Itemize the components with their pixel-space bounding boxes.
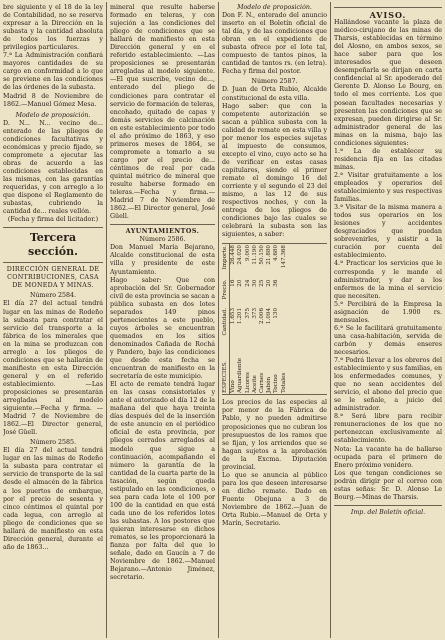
table-header: ESPECIES.	[222, 346, 230, 394]
notice-text: El día 27 del actual tendrá lugar en las minas de Rodeño la subasta para contratar el servicio del transporte a la fábrica de los minerales que en la mina se produzcan con arreglo a los pliegos de condiciones que se hallarán de manifiesto en esta Dirección general y en el referido establecimiento. —Las proposiciones se presentarán arregladas al modelo siguiente.—Fecha y firma. —Madrid 7 de Noviembre de 1862.—El Director general, José Güell.	[3, 300, 103, 437]
ayunt-text-2: Hago saber: Que con aprobación del Sr. Gobernador civil de esta provincia se sacan a pública subasta en dos lotes separados 149 pinos pertenecientes a este pueblo, cuyos árboles se encuentran quemados en los sitios denominados Cañada de Rochá y Pandero, bajo las condiciones que desde esta fecha se encuentran de manifiesto en la secretaría de este municipio.	[110, 276, 215, 381]
table-row	[259, 244, 266, 394]
date-line: Madrid 8 de Noviembre de 1862.—Manuel Gómez Mesa.	[3, 92, 103, 108]
table-cell: 21.880	[266, 245, 273, 265]
table-row	[237, 244, 244, 394]
aviso-closing: Los que tengan condiciones se podrán dirigir por el correo con estas señas: Sr. D. Alonso Le Bourg.—Minas de Tharsis.	[334, 469, 442, 501]
table-cell: 26.448	[230, 245, 237, 265]
aviso-item: 6.ª Se le facilitará gratuitamente una casa-habitación, servida de carbón y demás enseres necesarios.	[334, 324, 442, 356]
aviso-item: 5.ª Percibirá de la Empresa la asignación de 1.900 rs. mensuales.	[334, 300, 442, 324]
table-cell: 24.020	[237, 245, 244, 265]
table-header: Cantidad.	[222, 307, 230, 346]
table-cell: Carnes	[259, 373, 266, 394]
column-rule	[106, 2, 107, 638]
table-cell: 25	[259, 279, 266, 288]
divider	[3, 262, 103, 263]
notice-number: Número 2587.	[251, 78, 298, 86]
signature-line: (Fecha y firma del licitador.)	[7, 216, 99, 224]
table-cell: 20	[266, 279, 273, 288]
table-cell: 375	[244, 308, 251, 320]
table-cell: 50.150	[259, 245, 266, 265]
table-cell: 20	[237, 279, 244, 288]
divider	[334, 505, 442, 506]
column-3	[222, 4, 327, 634]
model-text: D. N... N... vecino de... enterado de las pliegos de condiciones facultativas y económicas y precio fijado, se compromete a ejecutar las obras de acuerdo a las condiciones establecidas en las mismas, con las garantías requeridas, y con arreglo a lo que dispone el Reglamento de subastas, cubriendo la cantidad de... reales vellón.	[3, 119, 103, 216]
table-cell: Jabón	[266, 377, 273, 394]
aviso-item: 4.ª Practicar los servicios que le corresponda y le mande el administrador, y dar a los enfermos de la mina el servicio que necesiten.	[334, 260, 442, 300]
table-cell: 30	[251, 279, 258, 288]
aviso-item: 8.ª Será libre para recibir remuneraciones de los que no pertenezcan exclusivamente al establecimiento.	[334, 413, 442, 445]
table-cell: 9.000	[244, 245, 251, 262]
table-cell: Aceite	[251, 375, 258, 394]
species-table	[222, 244, 327, 394]
table-cell: 4.680	[273, 245, 280, 262]
model-heading: Modelo de proposición.	[15, 111, 91, 119]
section-title: Tercera sección.	[28, 231, 78, 259]
top-text: mineral que resulte haberse formado en teleras, y con sujeción a las condiciones del pliego de condiciones que se hallará de manifiesto en esta Dirección general y en el referido establecimiento. —Las proposiciones se presentarán arregladas al modelo siguiente. —El que suscribe, vecino de..., enterado del pliego de condiciones para contratar el servicio de formación de teleras, encohado, quitado de capas y demás servicios de calcinación en este establecimiento por todo el año próximo de 1863, y eso primeros meses de 1864, se compromete a tomarlo a su cargo por el precio de... céntimos de real por cada quintal métrico de mineral que resulte haberse formado en teleras.—Fecha y firma.—Madrid 7 de Noviembre de 1862.—El Director general, José Güell.	[110, 4, 215, 221]
column-2	[110, 4, 215, 634]
table-cell: 36	[273, 279, 280, 288]
aviso-item: 1.ª La de establecer su residencia fija en las citadas minas.	[334, 147, 442, 171]
column-rule	[330, 2, 331, 638]
column-1	[3, 4, 103, 634]
department-heading: DIRECCIÓN GENERAL DE CONTRIBUCIONES, CASA DE MONEDA Y MINAS.	[6, 266, 100, 290]
table-cell: 130	[273, 308, 280, 320]
column-rule	[218, 2, 219, 638]
divider	[3, 227, 103, 228]
table-cell	[281, 279, 288, 307]
bottom-text: Los precios de las especies al por menor de la Fábrica de Pablo, y no pueden admitirse proposiciones que no cubran los presupuestos de los ramos que se fijan, y los arriendos que se hagan sujetos a la aprobación de la Excma. Diputación provincial.	[222, 399, 327, 471]
table-cell: 11.190	[251, 245, 258, 265]
table-row	[230, 244, 238, 394]
table-cell: 24	[244, 279, 251, 288]
table-cell: 2.006	[259, 308, 266, 325]
table-cell: 147.368	[280, 245, 287, 269]
notice-number-2: Número 2585.	[29, 439, 77, 447]
table-row	[273, 244, 280, 394]
aviso-title: AVISO.	[369, 10, 407, 20]
table-cell: Aguardiente	[237, 358, 244, 394]
table-cell: Vino	[230, 380, 237, 394]
table-cell: 16	[230, 279, 237, 288]
ayunt-text: Don Manuel María Bejarano, Alcalde constitucional de esta villa y presidente de este Ayuntamiento.	[110, 244, 215, 276]
intro-text: bre siguiente y el 18 de la ley de Contabilidad, no se reserva expresar a la Dirección en la subasta y la cantidad absoluta de todos los fuerzas y privilegios particulares.	[3, 4, 103, 52]
notice-text-2: El día 27 del actual tendrá lugar en las minas de Rodeño la subasta para contratar el servicio de transporte de la sal desde el almacén de la fábrica a los puertos de embarque, por el precio de sesenta y cinco céntimos el quintal por cada legua, con arreglo al pliego de condiciones que se hallará de manifiesto en esta Dirección general, durante el año de 1863...	[3, 447, 103, 551]
aviso-item: 3.ª Visitar de la misma manera a todos sus operarios en los lesiones y accidentes desgraciados que puedan sobrevenirles, y asistir a la curación por cuenta del establecimiento.	[334, 204, 442, 260]
table-cell: 1.653	[230, 308, 237, 325]
footer-imprint: Imp. del Boletín oficial.	[350, 508, 426, 516]
table-header: Importe.	[222, 244, 230, 279]
aviso-item: 2.ª Visitar gratuitamente a los empleados y operarios del establecimiento y sus respectivas familias.	[334, 171, 442, 204]
table-cell: 373	[251, 308, 258, 320]
table-cell: Tocino	[273, 374, 280, 394]
table-total-row	[281, 244, 288, 394]
table-header-row	[222, 244, 230, 394]
table-cell: Totales	[280, 373, 287, 394]
table-row	[245, 244, 252, 394]
intro-text-2: 7.ª La Administración confiará mayores cantidades de su cargo en conformidad a lo que se previene en las condiciones de las órdenes de la subasta.	[3, 52, 103, 92]
notice-text-2: Hago saber: que con la competente autorización se sacan a pública subasta con la calidad de remate en esta villa y por menor los especies sujetas al impuesto de consumos, excepto el vino, cuyo acto se ha de verificar en estas casas capitulares, siendo el primer remate el domingo 16 del corriente y el segundo el 23 del mismo, a las 12 de sus respectivos noches, y con la entrega de los pliegos de condiciones bajo las cuales se celebrará la subasta son las siguientes, a saber:	[222, 102, 327, 239]
table-cell: 1.094	[266, 308, 273, 325]
table-row	[266, 244, 273, 394]
aviso-intro: Hallándose vacante la plaza de médico-cirujano de las minas de Tharsis, establecidas en término del Alosno, en ambos sexos, se hace saber para que los interesados que deseen desempeñarla se dirijan en carta confidencial al Sr. apoderado del Gerente D. Alonso Le Bourg, en todo el mes corriente. Los que posean facultades necesarias y presenten las condiciones que se expresan, pueden dirigirse al Sr. administrador general de las minas en la misma, bajo las condiciones siguientes:	[334, 19, 442, 147]
table-cell: Licores	[244, 372, 251, 394]
ayunt-text-3: El acto de remate tendrá lugar en las casas consistoriales y ante el autorizado el día 12 de la mañana del que haya treinta días después del de la inserción de este anuncio en el periódico oficial de esta provincia, por pliegos cerrados arreglados al modelo que sigue a continuación, acompañando el número la garantía de la cantidad de la cuarta parte de la tasación, según queda estipulado en las condiciones, o sea para cada lote el 100 por 100 de la cantidad en que está cada uno de los referidos lotes las subastas. A los postores que quieran interesarse en dichos remates, se les proporcionará la fianza por falta del que lo señale, dado en Gaucín a 7 de Noviembre de 1862.—Manuel Bejarano.—Antonio Jiménez, secretario.	[110, 381, 215, 582]
divider	[110, 224, 215, 225]
divider	[334, 7, 442, 8]
table-cell	[281, 307, 288, 346]
notice-number: Número 2586.	[139, 236, 186, 244]
model-heading: Modelo de proposición.	[237, 4, 312, 11]
table-cell: 1.201	[237, 308, 244, 325]
ayuntamientos-heading: AYUNTAMIENTOS.	[125, 228, 200, 236]
model-text: Don F. N., enterado del anuncio inserto en el Boletín oficial de tal día, y de las condiciones que obran en el expediente de subasta ofrece por el lote tal, compuesto de tantos pinos, la cantidad de tantos rs. (en letra). Fecha y firma del postor.	[222, 12, 327, 76]
aviso-item: 7.ª Podrá llevar a los obreros del establecimiento y sus familias, en los enfermedades comunes, y que no sean accidentes del servicio, el abono del precio que se le señale, a juicio del administrador.	[334, 357, 442, 413]
notice-number: Número 2584.	[29, 292, 77, 300]
table-header: Precio.	[222, 279, 230, 307]
column-4	[334, 4, 442, 634]
rotated-table-frame	[222, 243, 327, 395]
table-row	[252, 244, 259, 394]
notice-text: D. Juan de Orta Rubio, Alcalde constitucional de esta villa.	[222, 86, 327, 102]
aviso-note: Nota: La vacante ha de hallarse ocupada para el primero de Enero próximo venidero.	[334, 445, 442, 469]
bottom-text-2: Lo que se anuncia al público para los que deseen interesarse en dicho remate. Dado en Fuente Obejuna a 3 de Noviembre de 1862.—Juan de Orta Rubio.—Manuel de Orta y Marín, Secretario.	[222, 471, 327, 528]
